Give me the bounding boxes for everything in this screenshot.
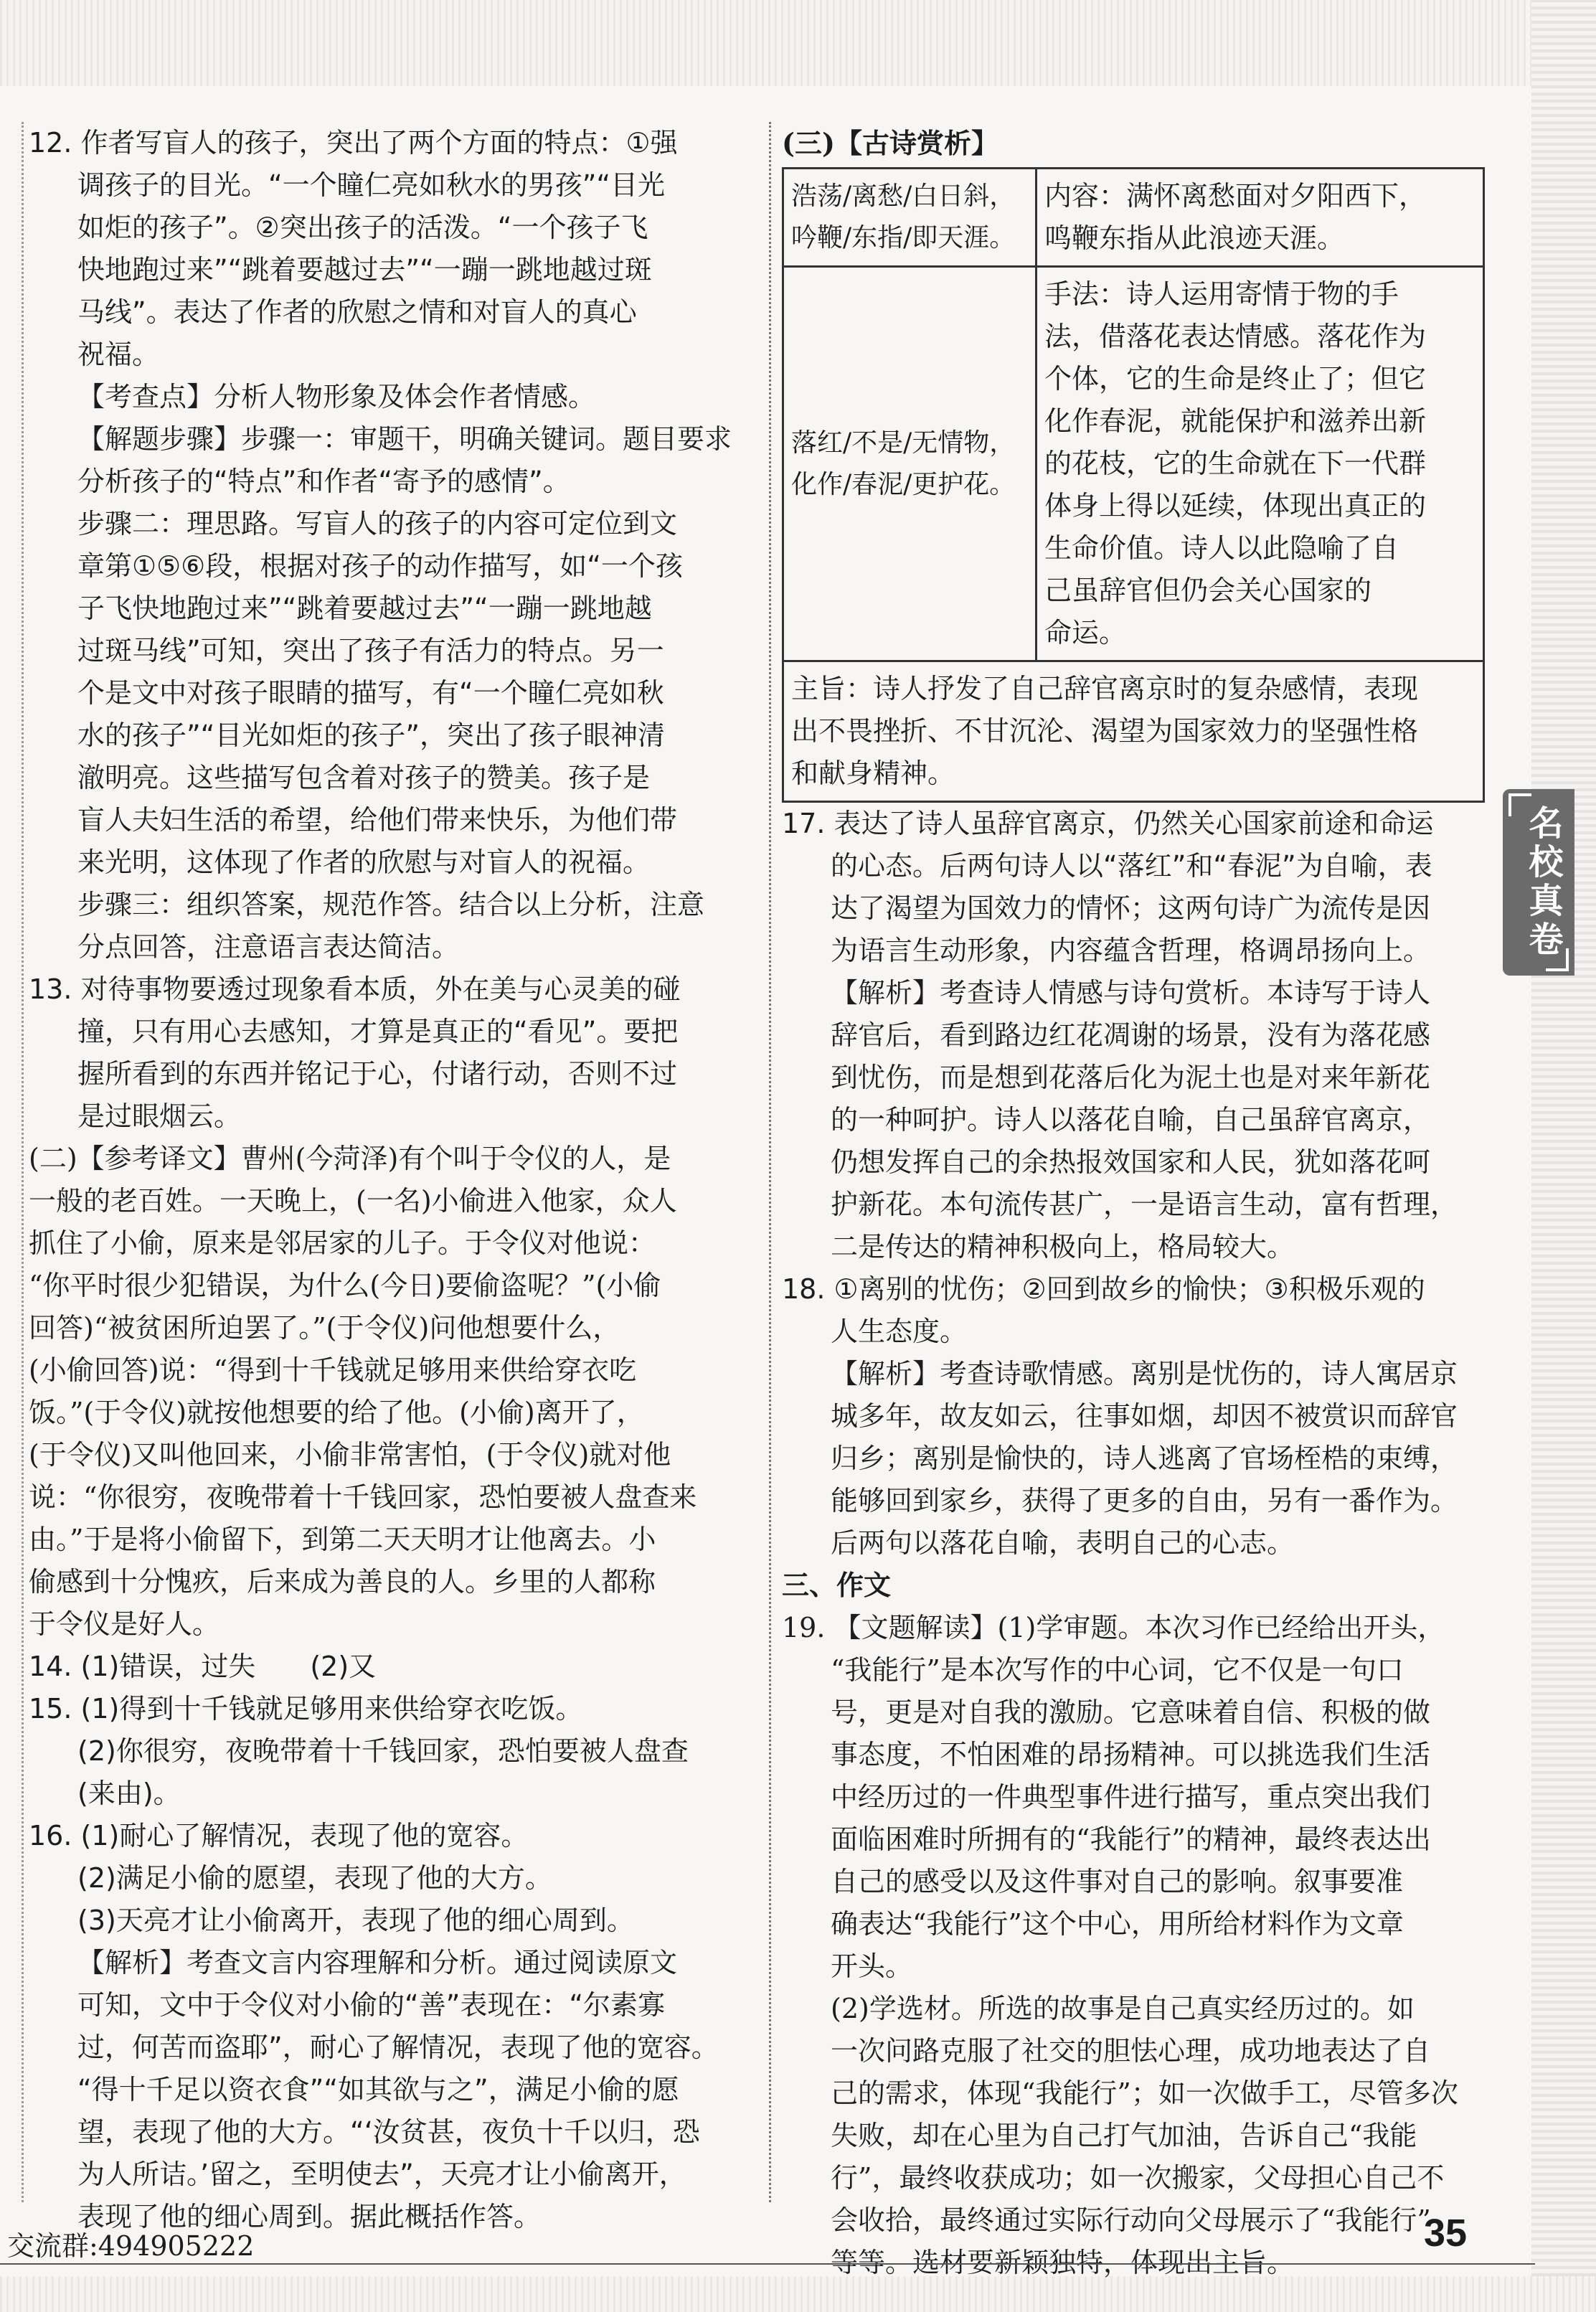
poem-analysis-line: 手法：诗人运用寄情于物的手 <box>1044 278 1399 310</box>
text-line: 快地跑过来”“跳着要越过去”“一蹦一跳地越过斑 <box>77 254 652 286</box>
poem-line: 浩荡/离愁/白日斜， <box>791 181 1016 211</box>
poem-analysis-line: 法，借落花表达情感。落花作为 <box>1044 321 1427 352</box>
text-line: (2)满足小偷的愿望，表现了他的大方。 <box>77 1862 552 1894</box>
text-line: 12. 作者写盲人的孩子，突出了两个方面的特点：①强 <box>29 127 678 159</box>
text-line: 撞，只有用心去感知，才算是真正的“看见”。要把 <box>77 1016 679 1047</box>
text-line: 自己的感受以及这件事对自己的影响。叙事要准 <box>831 1866 1404 1897</box>
left-margin-dots <box>22 122 24 2202</box>
poem-lines-2 <box>783 267 1037 661</box>
text-line: 分点回答，注意语言表达简洁。 <box>77 931 460 963</box>
text-line: 失败，却在心里为自己打气加油，告诉自己“我能 <box>831 2120 1417 2151</box>
text-line: 号，更是对自我的激励。它意味着自信、积极的做 <box>831 1697 1431 1728</box>
text-line: 回答)“被贫困所迫罢了。”(于令仪)问他想要什么， <box>29 1312 620 1344</box>
text-line: 调孩子的目光。“一个瞳仁亮如秋水的男孩”“目光 <box>77 169 666 201</box>
text-line: 城多年，故友如云，往事如烟，却因不被赏识而辞官 <box>831 1400 1458 1432</box>
text-line: 过斑马线”可知，突出了孩子有活力的特点。另一 <box>77 635 664 666</box>
text-line: 中经历过的一件典型事件进行描写，重点突出我们 <box>831 1781 1431 1813</box>
text-line: 二是传达的精神积极向上，格局较大。 <box>831 1231 1295 1263</box>
poem-content-line: 内容：满怀离愁面对夕阳西下， <box>1044 180 1427 212</box>
text-line: 面临困难时所拥有的“我能行”的精神，最终表达出 <box>831 1823 1431 1855</box>
text-line: (3)天亮才让小偷离开，表现了他的细心周到。 <box>77 1905 634 1936</box>
tab-bracket-bottom <box>1546 948 1569 971</box>
text-line: 会收拾，最终通过实际行动向父母展示了“我能行” <box>831 2204 1431 2236</box>
text-line: 马线”。表达了作者的欣慰之情和对盲人的真心 <box>77 296 637 328</box>
text-line: 饭。”(于令仪)就按他想要的给了他。(小偷)离开了， <box>29 1397 644 1428</box>
text-line: (小偷回答)说：“得到十千钱就足够用来供给穿衣吃 <box>29 1354 637 1386</box>
text-line: 偷感到十分愧疚，后来成为善良的人。乡里的人都称 <box>29 1566 656 1598</box>
poem-analysis-line: 化作春泥，就能保护和滋养出新 <box>1044 405 1427 437</box>
text-line: 于令仪是好人。 <box>29 1608 220 1640</box>
text-line: 来光明，这体现了作者的欣慰与对盲人的祝福。 <box>77 846 651 878</box>
text-line: 的一种呵护。诗人以落花自喻，自己虽辞官离京， <box>831 1104 1431 1136</box>
text-line: 【解题步骤】步骤一：审题干，明确关键词。题目要求 <box>77 423 732 455</box>
right-column <box>782 122 1499 2284</box>
poem-line: 化作/春泥/更护花。 <box>791 469 1016 499</box>
poem-row-theme <box>783 661 1484 802</box>
text-line: 事态度，不怕困难的昂扬精神。可以挑选我们生活 <box>831 1739 1431 1770</box>
text-line: 步骤二：理思路。写盲人的孩子的内容可定位到文 <box>77 508 678 539</box>
text-line: 【解析】考查诗歌情感。离别是忧伤的，诗人寓居京 <box>831 1358 1458 1389</box>
poem-row-technique <box>783 267 1484 661</box>
text-line: 17. 表达了诗人虽辞官离京，仍然关心国家前途和命运 <box>782 808 1434 839</box>
text-line: 如炬的孩子”。②突出孩子的活泼。“一个孩子飞 <box>77 212 648 243</box>
text-line: (2)学选材。所选的故事是自己真实经历过的。如 <box>831 1993 1415 2024</box>
poem-analysis-line: 命运。 <box>1044 617 1127 648</box>
page-number: 35 <box>1424 2212 1468 2255</box>
poem-analysis-line: 体身上得以延续，体现出真正的 <box>1044 490 1427 522</box>
text-line: 步骤三：组织答案，规范作答。结合以上分析，注意 <box>77 889 705 920</box>
text-line: 14. (1)错误，过失 (2)又 <box>29 1651 377 1682</box>
text-line: (于令仪)又叫他回来，小偷非常害怕，(于令仪)就对他 <box>29 1439 671 1471</box>
text-line: 【考查点】分析人物形象及体会作者情感。 <box>77 381 596 412</box>
text-line: 表现了他的细心周到。据此概括作答。 <box>77 2201 542 2232</box>
text-line: 等等。选材要新颖独特，体现出主旨。 <box>831 2247 1295 2278</box>
text-line: 由。”于是将小偷留下，到第二天天明才让他离去。小 <box>29 1524 656 1555</box>
text-line: 抓住了小偷，原来是邻居家的儿子。于令仪对他说： <box>29 1227 656 1259</box>
poem-section-title: (三)【古诗赏析】 <box>782 127 998 159</box>
poem-content-line: 鸣鞭东指从此浪迹天涯。 <box>1044 222 1345 254</box>
text-line: 水的孩子”“目光如炬的孩子”，突出了孩子眼神清 <box>77 719 666 751</box>
text-line: 分析孩子的“特点”和作者“寄予的感情”。 <box>77 466 570 497</box>
text-line: 澈明亮。这些描写包含着对孩子的赞美。孩子是 <box>77 762 651 793</box>
text-line: 辞官后，看到路边红花凋谢的场景，没有为落花感 <box>831 1019 1431 1051</box>
text-line: 子飞快地跑过来”“跳着要越过去”“一蹦一跳地越 <box>77 593 652 624</box>
poem-analysis-line: 主旨：诗人抒发了自己辞官离京时的复杂感情，表现 <box>791 673 1419 704</box>
text-line: 确表达“我能行”这个中心，用所给材料作为文章 <box>831 1908 1404 1940</box>
poem-analysis-line: 个体，它的生命是终止了；但它 <box>1044 363 1427 395</box>
text-line: 仍想发挥自己的余热报效国家和人民，犹如落花呵 <box>831 1146 1431 1178</box>
text-line: 到忧伤，而是想到花落后化为泥土也是对来年新花 <box>831 1062 1431 1093</box>
text-line: 祝福。 <box>77 339 160 370</box>
text-line: 的心态。后两句诗人以“落红”和“春泥”为自喻，表 <box>831 850 1432 882</box>
poem-analysis-line: 出不畏挫折、不甘沉沦、渴望为国家效力的坚强性格 <box>791 715 1419 747</box>
text-line: 三、作文 <box>782 1570 892 1601</box>
text-line: 开头。 <box>831 1950 913 1982</box>
text-line: 一次问路克服了社交的胆怯心理，成功地表达了自 <box>831 2035 1431 2067</box>
text-line: 望，表现了他的大方。“‘汝贫甚，夜负十千以归，恐 <box>77 2116 700 2148</box>
text-line: 护新花。本句流传甚广，一是语言生动，富有哲理， <box>831 1189 1458 1220</box>
text-line: 18. ①离别的忧伤；②回到故乡的愉快；③积极乐观的 <box>782 1273 1425 1305</box>
poem-theme-cell <box>783 661 1484 802</box>
text-line: 能够回到家乡，获得了更多的自由，另有一番作为。 <box>831 1485 1458 1516</box>
poem-line: 落红/不是/无情物， <box>791 428 1016 458</box>
side-tab <box>1503 789 1574 976</box>
text-line: (来由)。 <box>77 1778 181 1809</box>
poem-line: 吟鞭/东指/即天涯。 <box>791 223 1016 253</box>
side-tab-label: 名校真卷 <box>1523 805 1563 960</box>
poem-analysis-line: 己虽辞官但仍会关心国家的 <box>1044 575 1372 606</box>
text-line: 盲人夫妇生活的希望，给他们带来快乐，为他们带 <box>77 804 678 836</box>
text-line: “得十千足以资衣食”“如其欲与之”，满足小偷的愿 <box>77 2074 679 2105</box>
text-line: 一般的老百姓。一天晚上，(一名)小偷进入他家，众人 <box>29 1185 677 1217</box>
footer-group: 交流群:494905222 <box>7 2230 255 2262</box>
poem-analysis-table <box>782 167 1485 803</box>
poem-row-content <box>783 169 1484 267</box>
right-answers <box>782 803 1499 2284</box>
poem-analysis-line: 生命价值。诗人以此隐喻了自 <box>1044 532 1399 564</box>
poem-analysis-line: 和献身精神。 <box>791 758 955 789</box>
text-line: 过，何苦而盗耶”，耐心了解情况，表现了他的宽容。 <box>77 2032 719 2063</box>
text-line: “我能行”是本次写作的中心词，它不仅是一句口 <box>831 1654 1404 1686</box>
text-line: 握所看到的东西并铭记于心，付诸行动，否则不过 <box>77 1058 678 1090</box>
text-line: 己的需求，体现“我能行”；如一次做手工，尽管多次 <box>831 2077 1458 2109</box>
text-line: 后两句以落花自喻，表明自己的心志。 <box>831 1527 1295 1559</box>
text-line: 行”，最终收获成功；如一次搬家，父母担心自己不 <box>831 2162 1445 2194</box>
text-line: 【解析】考查诗人情感与诗句赏析。本诗写于诗人 <box>831 977 1431 1009</box>
column-divider <box>769 122 771 2202</box>
text-line: 是过眼烟云。 <box>77 1100 242 1132</box>
text-line: 可知，文中于令仪对小偷的“善”表现在：“尔素寡 <box>77 1989 666 2021</box>
text-line: 个是文中对孩子眼睛的描写，有“一个瞳仁亮如秋 <box>77 677 664 709</box>
text-line: 为语言生动形象，内容蕴含哲理，格调昂扬向上。 <box>831 935 1431 966</box>
text-line: (二)【参考译文】曹州(今菏泽)有个叫于令仪的人，是 <box>29 1143 671 1174</box>
text-line: 19. 【文题解读】(1)学审题。本次习作已经给出开头， <box>782 1612 1445 1643</box>
text-line: 16. (1)耐心了解情况，表现了他的宽容。 <box>29 1820 529 1851</box>
poem-analysis-line: 的花枝，它的生命就在下一代群 <box>1044 448 1427 479</box>
text-line: (2)你很穷，夜晚带着十千钱回家，恐怕要被人盘查 <box>77 1735 689 1767</box>
left-column <box>29 122 757 2238</box>
text-line: 13. 对待事物要透过现象看本质，外在美与心灵美的碰 <box>29 973 681 1005</box>
text-line: 为人所诘。’留之，至明使去”，天亮才让小偷离开， <box>77 2158 686 2190</box>
text-line: 15. (1)得到十千钱就足够用来供给穿衣吃饭。 <box>29 1693 583 1724</box>
text-line: 【解析】考查文言内容理解和分析。通过阅读原文 <box>77 1947 678 1978</box>
text-line: 达了渴望为国效力的情怀；这两句诗广为流传是因 <box>831 892 1431 924</box>
footer-rule <box>0 2263 1535 2265</box>
poem-content-cell <box>1037 169 1484 267</box>
poem-lines-1 <box>783 169 1037 267</box>
text-line: 说：“你很穷，夜晚带着十千钱回家，恐怕要被人盘查来 <box>29 1481 697 1513</box>
text-line: 章第①⑤⑥段，根据对孩子的动作描写，如“一个孩 <box>77 550 683 582</box>
poem-technique-cell <box>1037 267 1484 661</box>
text-line: 归乡；离别是愉快的，诗人逃离了官场桎梏的束缚， <box>831 1443 1458 1474</box>
text-line: “你平时很少犯错误，为什么(今日)要偷盗呢？”(小偷 <box>29 1270 661 1301</box>
text-line: 人生态度。 <box>831 1316 968 1347</box>
